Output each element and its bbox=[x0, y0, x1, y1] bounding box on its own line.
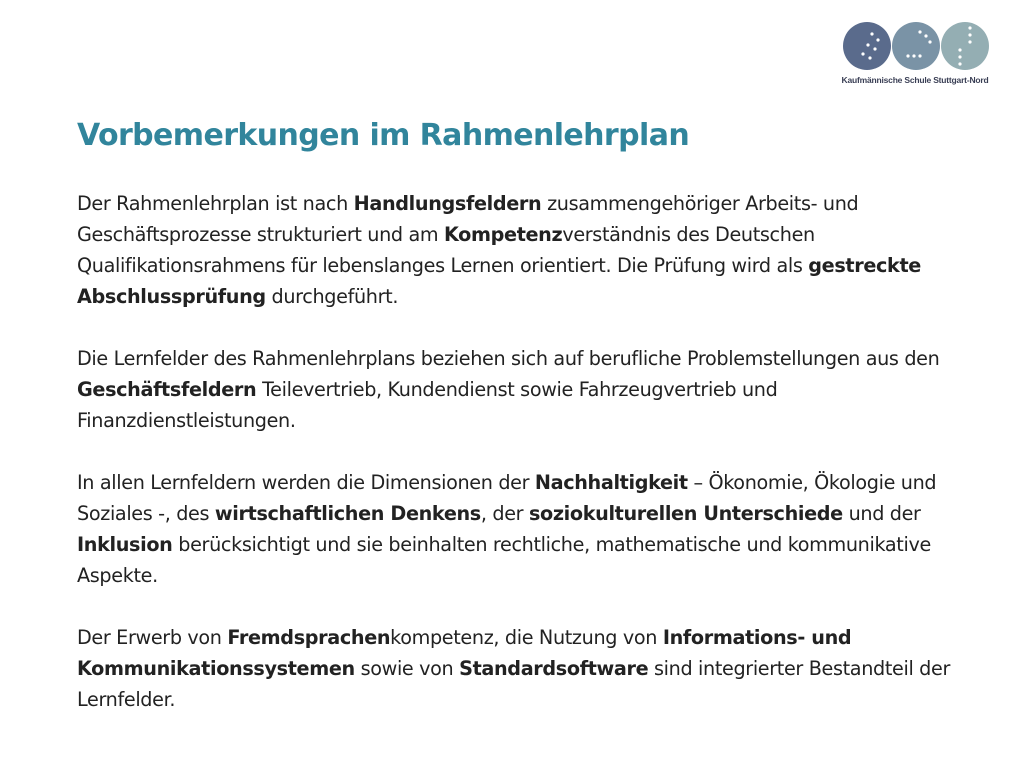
keyword-gestreckte-abschlusspruefung: gestreckte Abschlussprüfung bbox=[77, 254, 921, 308]
paragraph-lernfelder bbox=[77, 343, 957, 436]
keyword-nachhaltigkeit: Nachhaltigkeit bbox=[534, 471, 688, 494]
keyword-soziokulturelle-unterschiede: soziokulturellen Unterschiede bbox=[528, 502, 843, 525]
text-segment: kompetenz, die Nutzung von bbox=[390, 626, 663, 649]
keyword-fremdsprachen: Fremdsprachen bbox=[227, 626, 391, 649]
text-segment: durchgeführt. bbox=[265, 285, 399, 308]
logo-caption: Kaufmännische Schule Stuttgart-Nord bbox=[841, 75, 989, 85]
paragraph-dimensionen bbox=[77, 467, 957, 591]
text-segment: Teilevertrieb, Kundendienst sowie Fahrzeugvertrieb und Finanzdienstleistungen. bbox=[77, 378, 778, 432]
school-logo bbox=[835, 14, 995, 94]
logo-circle-2 bbox=[892, 22, 940, 70]
text-segment: und der bbox=[842, 502, 921, 525]
keyword-geschaeftsfeldern: Geschäftsfeldern bbox=[77, 378, 257, 401]
text-segment: berücksichtigt und sie beinhalten rechtliche, mathematische und kommunikative Aspekte. bbox=[77, 533, 931, 587]
keyword-wirtschaftliches-denken: wirtschaftlichen Denkens bbox=[214, 502, 481, 525]
text-segment: sowie von bbox=[354, 657, 460, 680]
paragraph-handlungsfelder bbox=[77, 188, 957, 312]
keyword-standardsoftware: Standardsoftware bbox=[459, 657, 649, 680]
text-segment: In allen Lernfeldern werden die Dimensionen der bbox=[77, 471, 535, 494]
text-segment: Der Erwerb von bbox=[77, 626, 228, 649]
logo-circle-3 bbox=[941, 22, 989, 70]
slide-body bbox=[77, 188, 957, 746]
text-segment: , der bbox=[480, 502, 529, 525]
text-segment: Der Rahmenlehrplan ist nach bbox=[77, 192, 354, 215]
keyword-handlungsfeldern: Handlungsfeldern bbox=[353, 192, 542, 215]
text-segment: – Ökonomie, Ökologie und Soziales -, des bbox=[77, 471, 937, 525]
slide-title: Vorbemerkungen im Rahmenlehrplan bbox=[77, 118, 690, 153]
logo-circles-icon bbox=[842, 20, 990, 72]
text-segment: Die Lernfelder des Rahmenlehrplans beziehen sich auf berufliche Problemstellungen aus den bbox=[77, 347, 940, 370]
text-segment: verständnis des Deutschen Qualifikationsrahmens für lebenslanges Lernen orientiert. Die Prüfung wird als bbox=[77, 223, 815, 277]
paragraph-kompetenzen bbox=[77, 622, 957, 715]
text-segment: sind integrierter Bestandteil der Lernfelder. bbox=[77, 657, 951, 711]
text-segment: zusammengehöriger Arbeits- und Geschäftsprozesse strukturiert und am bbox=[77, 192, 859, 246]
keyword-inklusion: Inklusion bbox=[77, 533, 173, 556]
keyword-kompetenz: Kompetenz bbox=[443, 223, 563, 246]
keyword-informationssysteme: Informations- und Kommunikationssystemen bbox=[77, 626, 852, 680]
